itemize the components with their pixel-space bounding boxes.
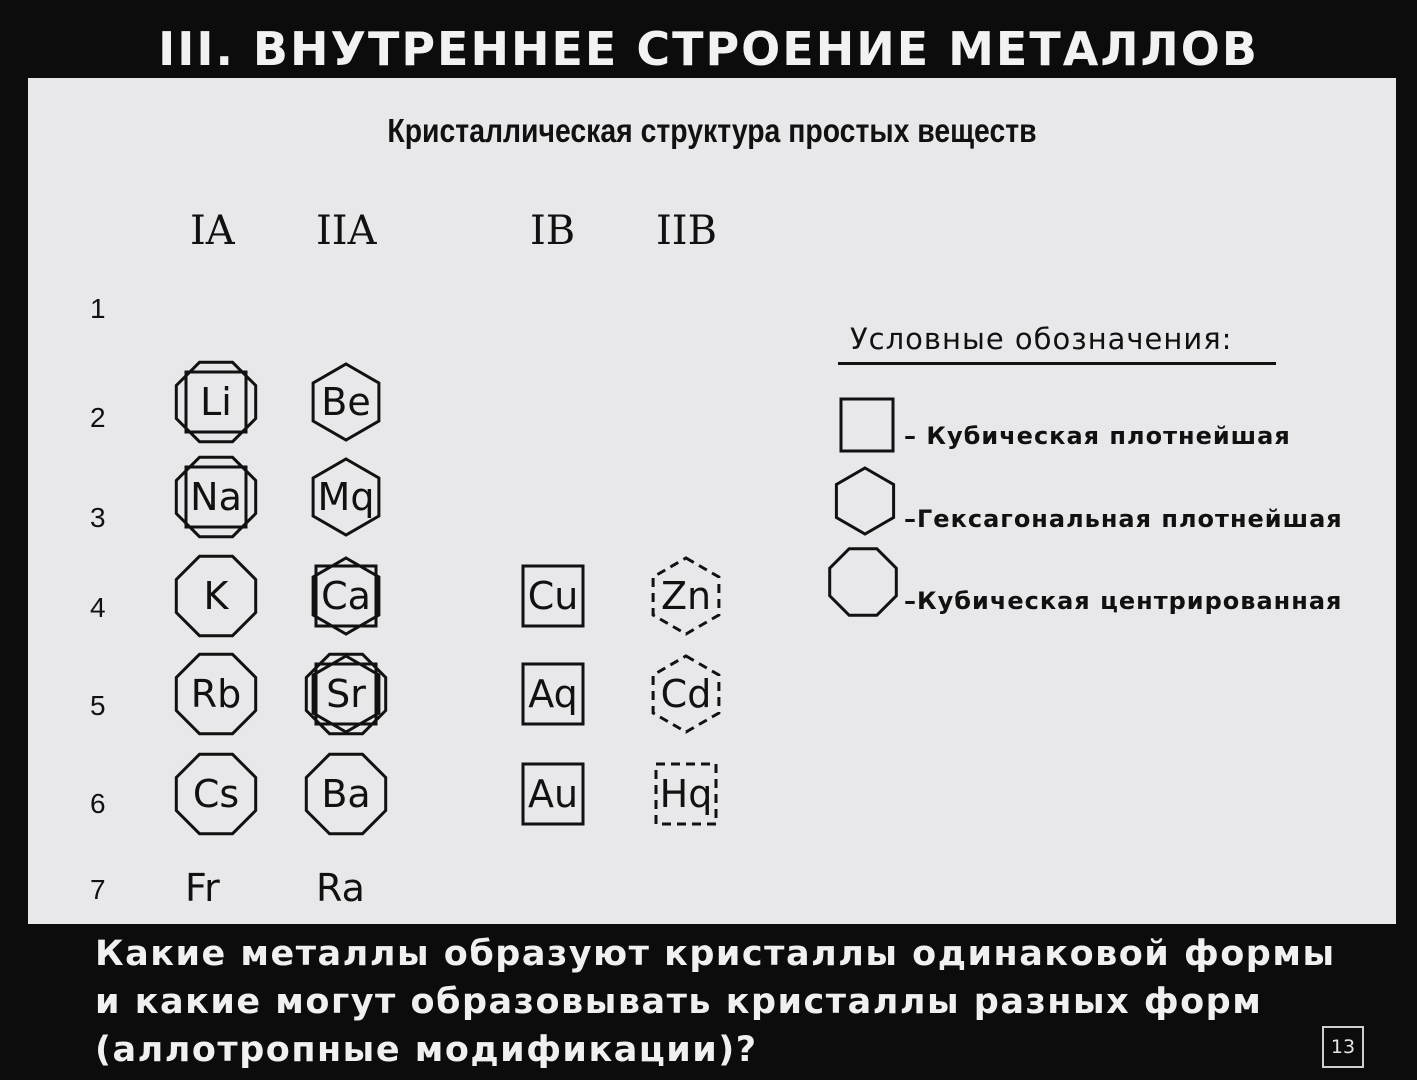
legend-square-icon — [832, 390, 902, 460]
period-label-4: 4 — [90, 592, 106, 623]
element-symbol: Cd — [660, 672, 712, 716]
group-header-ia: IA — [190, 208, 235, 254]
element-symbol: Hq — [659, 772, 713, 816]
element-symbol: Aq — [528, 672, 578, 716]
element-ag — [503, 644, 603, 744]
period-label-5: 5 — [90, 690, 106, 721]
element-symbol: Ca — [321, 574, 371, 618]
element-symbol: Au — [527, 772, 579, 816]
element-cs — [166, 744, 266, 844]
legend-underline — [838, 362, 1276, 365]
period-label-1: 1 — [90, 293, 106, 324]
element-mg — [296, 447, 396, 547]
element-symbol: Mq — [317, 475, 375, 519]
legend-hexagon-icon — [830, 466, 900, 536]
element-rb — [166, 644, 266, 744]
element-hg — [636, 744, 736, 844]
legend-item-body-centered-cubic: –Кубическая центрированная — [904, 587, 1343, 615]
element-symbol: Na — [190, 475, 242, 519]
element-cu — [503, 546, 603, 646]
legend-octagon-icon — [825, 544, 901, 620]
group-header-iia: IIA — [316, 208, 377, 254]
element-symbol: Li — [200, 380, 232, 424]
slide-title: III. ВНУТРЕННЕЕ СТРОЕНИЕ МЕТАЛЛОВ — [158, 22, 1259, 76]
element-fr: Fr — [185, 866, 220, 910]
element-zn — [636, 546, 736, 646]
period-label-2: 2 — [90, 402, 106, 433]
octagon-shape — [830, 549, 897, 616]
period-label-6: 6 — [90, 788, 106, 819]
element-symbol: Cu — [527, 574, 579, 618]
question-line-2: и какие могут образовывать кристаллы разных форм — [95, 982, 1263, 1022]
question-line-1: Какие металлы образуют кристаллы одинаковой формы — [95, 934, 1336, 974]
page-number: 13 — [1322, 1026, 1364, 1068]
element-sr — [296, 644, 396, 744]
element-be — [296, 352, 396, 452]
legend-item-cubic-close-packed: – Кубическая плотнейшая — [904, 422, 1291, 450]
element-ba — [296, 744, 396, 844]
element-cd — [636, 644, 736, 744]
diagram-subtitle: Кристаллическая структура простых веществ — [387, 112, 1037, 149]
hexagon-shape — [836, 468, 893, 534]
period-label-7: 7 — [90, 874, 106, 905]
element-symbol: Be — [321, 380, 371, 424]
element-li — [166, 352, 266, 452]
legend-title: Условные обозначения: — [850, 322, 1233, 356]
element-symbol: Rb — [190, 672, 242, 716]
question-text — [95, 930, 1355, 1074]
legend-item-hexagonal-close-packed: –Гексагональная плотнейшая — [904, 505, 1343, 533]
element-symbol: K — [203, 574, 229, 618]
element-ra: Ra — [316, 866, 365, 910]
element-symbol: Sr — [326, 672, 366, 716]
element-symbol: Zn — [660, 574, 712, 618]
element-au — [503, 744, 603, 844]
period-label-3: 3 — [90, 502, 106, 533]
element-na — [166, 447, 266, 547]
element-ca — [296, 546, 396, 646]
question-line-3: (аллотропные модификации)? — [95, 1030, 758, 1070]
group-header-iib: IIB — [656, 208, 717, 254]
square-shape — [841, 399, 893, 451]
group-header-ib: IB — [530, 208, 576, 254]
element-symbol: Ba — [321, 772, 371, 816]
element-symbol: Cs — [192, 772, 240, 816]
element-k — [166, 546, 266, 646]
